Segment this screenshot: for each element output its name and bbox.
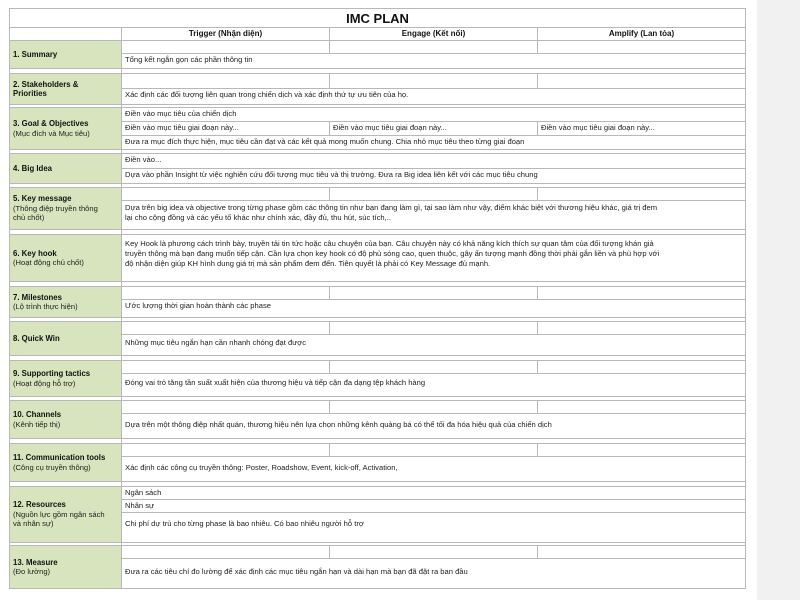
summary-engage-cell[interactable]	[330, 41, 538, 54]
milestones-amplify-cell[interactable]	[538, 287, 746, 300]
comm-tools-trigger-cell[interactable]	[122, 444, 330, 457]
comm-tools-amplify-cell[interactable]	[538, 444, 746, 457]
section-goal-objectives[interactable]	[10, 108, 122, 150]
key-message-description[interactable]	[122, 201, 746, 230]
resources-description[interactable]: Chi phí dự trù cho từng phase là bao nhiêu. Có bao nhiêu người hỗ trợ	[122, 513, 746, 543]
section-subtitle: (Công cụ truyền thông)	[13, 462, 91, 472]
section-subtitle: (Nguồn lực gồm ngân sách	[13, 509, 105, 519]
stakeholders-trigger-cell[interactable]	[122, 74, 330, 89]
milestones-trigger-cell[interactable]	[122, 287, 330, 300]
supporting-engage-cell[interactable]	[330, 361, 538, 374]
supporting-amplify-cell[interactable]	[538, 361, 746, 374]
key-hook-line-1: Key Hook là phương cách trình bày, truyền tải tin tức hoặc câu chuyện của bạn. Câu chuyện này có khả năng kích thích sự quan tâm của đối tượng khán giả	[125, 239, 654, 248]
comm-tools-description[interactable]: Xác định các công cụ truyền thông: Poster, Roadshow, Event, kick-off, Activation,	[122, 457, 746, 482]
supporting-description[interactable]: Đóng vai trò tăng tần suất xuất hiện của thương hiệu và tiếp cận đa dạng tệp khách hàng	[122, 374, 746, 397]
section-title: 12. Resources	[13, 500, 66, 510]
key-message-amplify-cell[interactable]	[538, 188, 746, 201]
key-hook-line-3: độ nhận diện giúp KH hình dung giá trị mà sản phẩm đem đến. Tiên quyết là phải có Key Message đủ mạnh.	[125, 259, 491, 268]
sheet-title[interactable]: IMC PLAN	[10, 9, 746, 28]
section-title: 1. Summary	[13, 49, 58, 59]
section-title: 11. Communication tools	[13, 453, 106, 462]
section-milestones[interactable]	[10, 287, 122, 318]
big-idea-fill[interactable]: Điền vào...	[122, 154, 746, 169]
imc-plan-sheet	[9, 8, 746, 589]
measure-engage-cell[interactable]	[330, 546, 538, 559]
section-big-idea[interactable]	[10, 154, 122, 184]
section-subtitle: (Hoạt động hỗ trợ)	[13, 378, 76, 388]
big-idea-description[interactable]: Dựa vào phần Insight từ việc nghiên cứu đối tượng mục tiêu và thị trường. Đưa ra Big idea liên kết với các mục tiêu chung	[122, 169, 746, 184]
section-supporting-tactics[interactable]	[10, 361, 122, 397]
section-subtitle: (Lộ trình thực hiện)	[13, 302, 78, 311]
key-hook-line-2: truyền thông mà bạn đang muốn tiếp cận. Cần lựa chọn key hook có độ phủ sóng cao, quen thuộc, gây ấn tượng mạnh đồng thời phải gắn liền và phù hợp với	[125, 249, 660, 258]
goal-campaign-line[interactable]: Điền vào mục tiêu của chiến dịch	[122, 108, 746, 122]
section-subtitle-line2: chủ chốt)	[13, 213, 45, 223]
milestones-description[interactable]: Ước lượng thời gian hoàn thành các phase	[122, 300, 746, 318]
header-corner-cell[interactable]	[10, 28, 122, 41]
milestones-engage-cell[interactable]	[330, 287, 538, 300]
stakeholders-engage-cell[interactable]	[330, 74, 538, 89]
header-engage[interactable]: Engage (Kết nối)	[330, 28, 538, 41]
supporting-trigger-cell[interactable]	[122, 361, 330, 374]
section-subtitle: (Thông điệp truyền thông	[13, 203, 98, 213]
measure-trigger-cell[interactable]	[122, 546, 330, 559]
section-title: 7. Milestones	[13, 292, 62, 302]
channels-description[interactable]: Dựa trên một thông điệp nhất quán, thương hiệu nên lựa chọn những kênh quảng bá có thể tối đa hóa hiệu quả của chiến dịch	[122, 414, 746, 439]
section-subtitle-line2: và nhân sự)	[13, 519, 54, 529]
goal-description[interactable]: Đưa ra mục đích thực hiện, mục tiêu cần đạt và các kết quả mong muốn chung. Chia nhỏ mục tiêu theo từng giai đoạn	[122, 136, 746, 150]
section-channels[interactable]	[10, 401, 122, 439]
quick-win-engage-cell[interactable]	[330, 322, 538, 335]
resources-budget-line[interactable]: Ngân sách	[122, 487, 746, 500]
section-key-message[interactable]	[10, 188, 122, 230]
section-subtitle: (Kênh tiếp thị)	[13, 419, 61, 429]
section-resources[interactable]	[10, 487, 122, 543]
key-message-line-1: Dựa trên big idea và objective trong từng phase gồm các thông tin như bạn đang làm gì, tại sao làm như vậy, điểm khác biệt với thương hiệu khác, giá trị đem	[125, 203, 658, 212]
section-title: 10. Channels	[13, 410, 62, 419]
key-message-line-2: lại cho cộng đồng và các yếu tố khác như chính xác, đầy đủ, thu hút, súc tích,..	[125, 213, 391, 222]
section-summary[interactable]	[10, 41, 122, 69]
summary-trigger-cell[interactable]	[122, 41, 330, 54]
section-subtitle: (Đo lường)	[13, 567, 51, 576]
key-hook-description[interactable]	[122, 235, 746, 282]
section-communication-tools[interactable]	[10, 444, 122, 482]
section-title: 13. Measure	[13, 557, 58, 567]
section-title: 3. Goal & Objectives	[13, 119, 89, 128]
measure-amplify-cell[interactable]	[538, 546, 746, 559]
section-key-hook[interactable]	[10, 235, 122, 282]
quick-win-amplify-cell[interactable]	[538, 322, 746, 335]
section-title: 9. Supporting tactics	[13, 369, 91, 378]
goal-amplify-cell[interactable]: Điền vào mục tiêu giai đoạn này...	[538, 122, 746, 136]
goal-trigger-cell[interactable]: Điền vào mục tiêu giai đoạn này...	[122, 122, 330, 136]
quick-win-trigger-cell[interactable]	[122, 322, 330, 335]
section-title: 4. Big Idea	[13, 163, 52, 173]
header-amplify[interactable]: Amplify (Lan tỏa)	[538, 28, 746, 41]
comm-tools-engage-cell[interactable]	[330, 444, 538, 457]
key-message-trigger-cell[interactable]	[122, 188, 330, 201]
section-subtitle: (Hoạt động chủ chốt)	[13, 258, 84, 267]
key-message-engage-cell[interactable]	[330, 188, 538, 201]
measure-description[interactable]: Đưa ra các tiêu chí đo lường để xác định các mục tiêu ngắn hạn và dài hạn mà bạn đã đặt ra ban đầu	[122, 559, 746, 589]
channels-engage-cell[interactable]	[330, 401, 538, 414]
section-title: 2. Stakeholders &	[13, 79, 79, 89]
section-subtitle: (Mục đích và Mục tiêu)	[13, 128, 90, 138]
resources-staff-line[interactable]: Nhân sự	[122, 500, 746, 513]
stakeholders-description[interactable]: Xác định các đối tượng liên quan trong chiến dịch và xác định thứ tự ưu tiên của họ.	[122, 89, 746, 105]
side-margin	[757, 0, 800, 600]
quick-win-description[interactable]: Những mục tiêu ngắn hạn cần nhanh chóng đạt được	[122, 335, 746, 356]
channels-amplify-cell[interactable]	[538, 401, 746, 414]
summary-amplify-cell[interactable]	[538, 41, 746, 54]
section-measure[interactable]	[10, 546, 122, 589]
channels-trigger-cell[interactable]	[122, 401, 330, 414]
section-title: 6. Key hook	[13, 248, 57, 258]
section-title: 8. Quick Win	[13, 333, 60, 343]
summary-description[interactable]: Tổng kết ngắn gọn các phần thông tin	[122, 54, 746, 69]
stakeholders-amplify-cell[interactable]	[538, 74, 746, 89]
goal-engage-cell[interactable]: Điền vào mục tiêu giai đoạn này...	[330, 122, 538, 136]
section-title-line2: Priorities	[13, 89, 47, 98]
section-title: 5. Key message	[13, 194, 72, 204]
section-stakeholders[interactable]	[10, 74, 122, 105]
section-quick-win[interactable]	[10, 322, 122, 356]
header-trigger[interactable]: Trigger (Nhận diện)	[122, 28, 330, 41]
